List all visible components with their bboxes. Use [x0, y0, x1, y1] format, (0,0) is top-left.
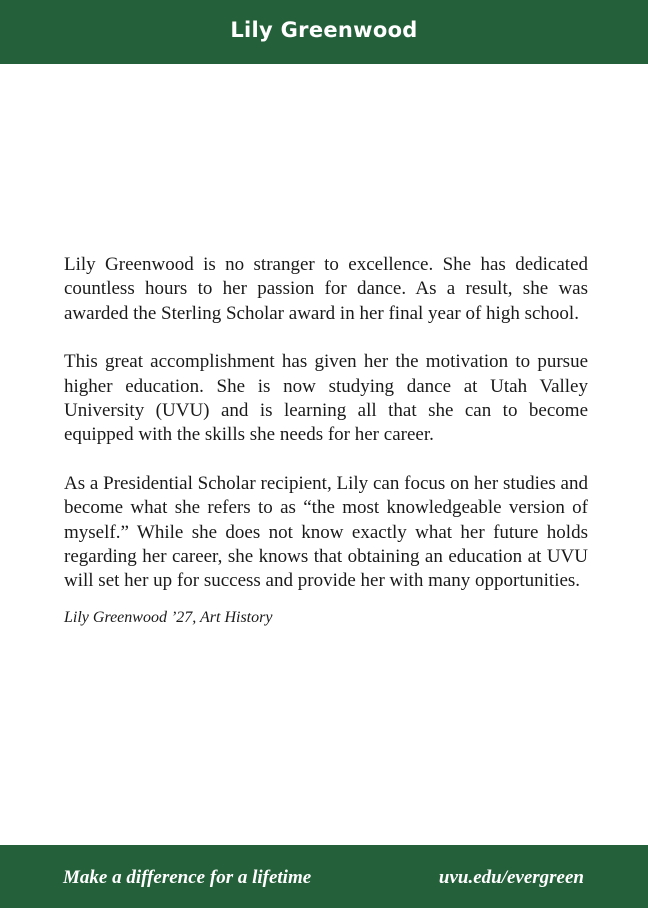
footer-banner — [0, 845, 648, 908]
footer-url: uvu.edu/evergreen — [438, 867, 584, 888]
footer-tagline: Make a difference for a lifetime — [63, 867, 312, 888]
header-banner — [0, 0, 648, 64]
story-content — [64, 253, 588, 628]
attribution: Lily Greenwood ’27, Art History — [64, 608, 273, 626]
story-paragraph-1: Lily Greenwood is no stranger to excellence. She has dedicated countless hours to her passion for dance. As a result, she was awarded the Sterling Scholar award in her final year of high school. — [64, 254, 588, 324]
story-paragraph-2: This great accomplishment has given her the motivation to pursue higher education. She is now studying dance at Utah Valley University (UVU) and is learning all that she can to become equipped with the skills she needs for her career. — [64, 351, 588, 446]
page-title: Lily Greenwood — [230, 18, 418, 42]
story-paragraph-3: As a Presidential Scholar recipient, Lily can focus on her studies and become what she refers to as “the most knowledgeable version of myself.” While she does not know exactly what her future holds regarding her career, she knows that obtaining an education at UVU will set her up for success and provide her with many opportunities. — [64, 472, 588, 592]
